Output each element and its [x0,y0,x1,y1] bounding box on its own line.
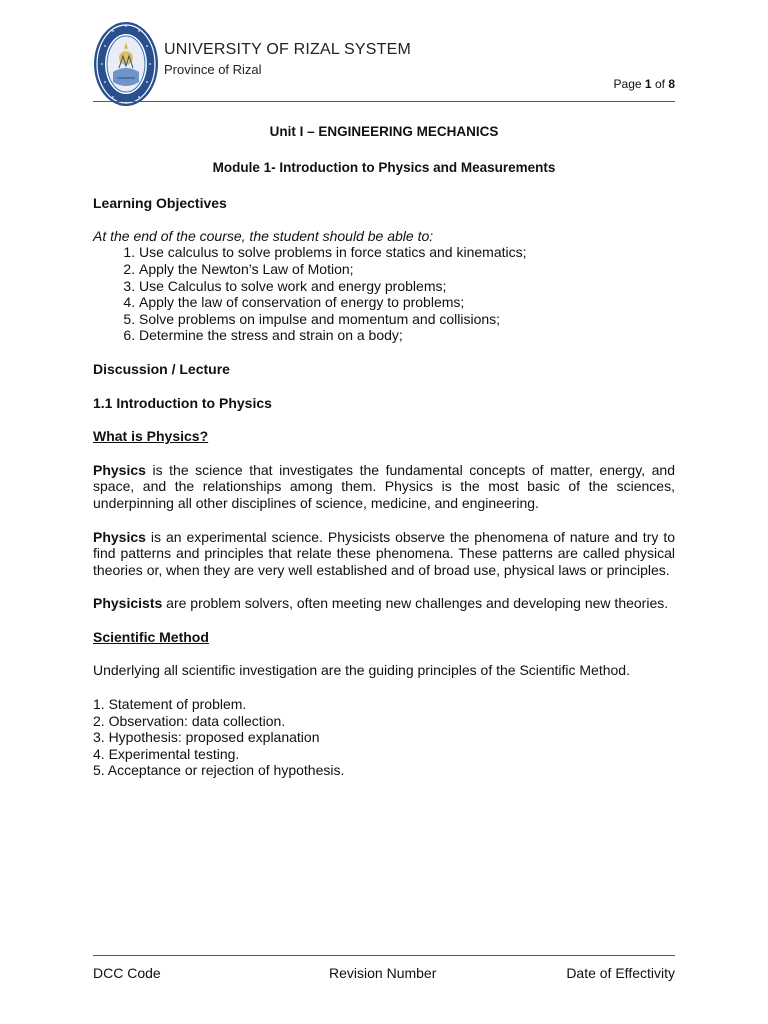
what-is-physics-heading: What is Physics? [93,428,209,445]
method-step: 4. Experimental testing. [93,745,240,762]
method-step: 3. Hypothesis: proposed explanation [93,729,320,746]
paragraph-text: are problem solvers, often meeting new challenges and developing new theories. [162,595,669,612]
page-current: 1 [644,77,652,91]
method-step: 1. Statement of problem. [93,696,247,713]
method-steps-list [93,696,675,779]
objective-item: 1. Use calculus to solve problems in force statics and kinematics; [139,244,675,261]
university-seal-icon [93,20,159,108]
paragraph-problem-solvers [93,595,675,612]
method-step: 5. Acceptance or rejection of hypothesis. [93,762,345,779]
page-indicator [614,77,675,91]
module-title: Module 1- Introduction to Physics and Measurements [212,159,556,175]
objective-item: 6. Determine the stress and strain on a body; [139,327,675,344]
footer-divider [93,955,675,956]
scientific-method-intro: Underlying all scientific investigation are the guiding principles of the Scientific Method. [93,662,630,679]
scientific-method-heading: Scientific Method [93,628,209,645]
objective-item: 4. Apply the law of conservation of energy to problems; [139,294,675,311]
unit-title: Unit I – ENGINEERING MECHANICS [269,124,499,139]
paragraph-text: is an experimental science. Physicists observe the phenomena of nature and try to find patterns and principles that relate these phenomena. These patterns are called physical theories or, when they are very well established and of broad use, physical laws or principles. [93,528,675,578]
province-name: Province of Rizal [164,62,262,77]
method-step: 2. Observation: data collection. [93,712,286,729]
page-label: Page [613,77,642,91]
objectives-list [93,244,675,344]
discussion-heading: Discussion / Lecture [93,360,230,377]
objectives-intro: At the end of the course, the student should be able to: [93,227,434,244]
paragraph-term: Physicists [93,595,163,612]
footer-revision-number: Revision Number [329,965,437,981]
footer-dcc-code: DCC Code [93,965,161,981]
document-body [93,124,675,779]
section-heading: 1.1 Introduction to Physics [93,394,272,411]
paragraph-term: Physics [93,528,146,545]
objective-item: 5. Solve problems on impulse and momentum and collisions; [139,311,675,328]
university-name: UNIVERSITY OF RIZAL SYSTEM [164,41,412,58]
objective-item: 3. Use Calculus to solve work and energy problems; [139,278,675,295]
page-of-label: of [654,77,665,91]
header-divider [93,101,675,102]
page-total: 8 [668,77,675,91]
paragraph-experimental-science [93,529,675,579]
footer-date-of-effectivity: Date of Effectivity [566,965,675,981]
objective-item: 2. Apply the Newton’s Law of Motion; [139,261,675,278]
paragraph-text: is the science that investigates the fundamental concepts of matter, energy, and space, and the relationships among them. Physics is the most basic of the sciences, underpinning all other disciplines of science, medicine, and engineering. [93,461,675,511]
paragraph-physics-definition [93,462,675,512]
paragraph-term: Physics [93,461,146,478]
objectives-heading: Learning Objectives [93,195,227,212]
